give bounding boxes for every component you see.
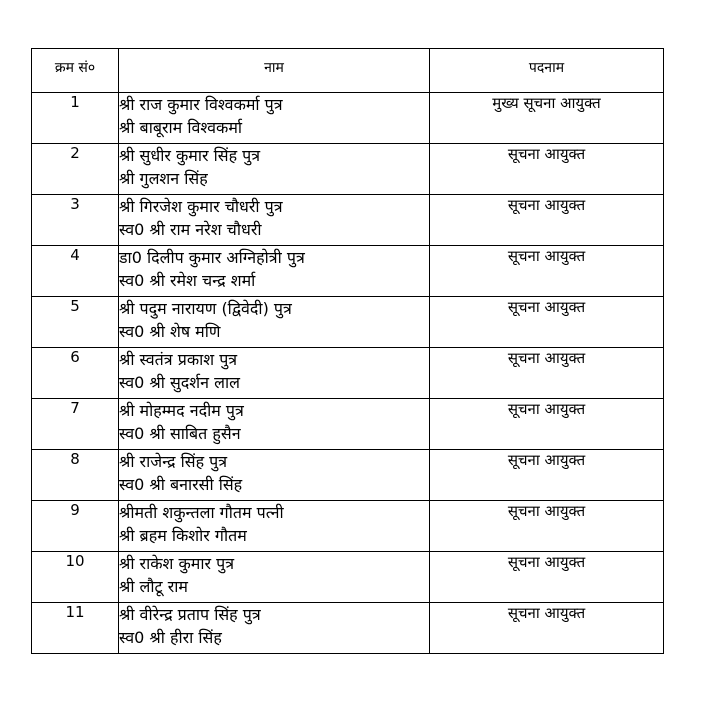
designation-cell: सूचना आयुक्त [430,450,664,501]
table-row [32,246,664,297]
table-row [32,297,664,348]
name-line-relation: स्व0 श्री सुदर्शन लाल [119,373,240,392]
serial-cell: 11 [32,603,119,654]
table-body [32,93,664,654]
designation-cell: सूचना आयुक्त [430,144,664,195]
table-row [32,603,664,654]
table-row [32,195,664,246]
name-line-primary: श्रीमती शकुन्तला गौतम पत्नी [119,503,284,522]
designation-cell: सूचना आयुक्त [430,297,664,348]
designation-cell: सूचना आयुक्त [430,552,664,603]
name-line-primary: श्री स्वतंत्र प्रकाश पुत्र [119,350,238,369]
serial-cell: 7 [32,399,119,450]
name-line-primary: श्री सुधीर कुमार सिंह पुत्र [119,146,261,165]
name-cell [119,144,430,195]
name-cell [119,93,430,144]
designation-cell: सूचना आयुक्त [430,399,664,450]
name-line-relation: श्री लौटू राम [119,577,188,596]
table-row [32,348,664,399]
serial-cell: 1 [32,93,119,144]
name-line-relation: स्व0 श्री साबित हुसैन [119,424,241,443]
name-cell [119,399,430,450]
name-cell [119,195,430,246]
designation-cell: सूचना आयुक्त [430,195,664,246]
serial-cell: 6 [32,348,119,399]
name-line-relation: स्व0 श्री राम नरेश चौधरी [119,220,262,239]
name-line-primary: श्री राज कुमार विश्वकर्मा पुत्र [119,95,283,114]
name-cell [119,450,430,501]
serial-cell: 9 [32,501,119,552]
header-designation: पदनाम [430,49,664,93]
name-line-relation: स्व0 श्री हीरा सिंह [119,628,222,647]
header-serial: क्रम सं० [32,49,119,93]
designation-cell: मुख्य सूचना आयुक्त [430,93,664,144]
table-row [32,93,664,144]
name-line-primary: श्री राजेन्द्र सिंह पुत्र [119,452,228,471]
name-line-primary: श्री राकेश कुमार पुत्र [119,554,235,573]
name-line-primary: श्री पदुम नारायण (द्विवेदी) पुत्र [119,299,292,318]
table-row [32,399,664,450]
name-cell [119,501,430,552]
name-line-relation: स्व0 श्री बनारसी सिंह [119,475,243,494]
name-line-primary: श्री मोहम्मद नदीम पुत्र [119,401,244,420]
commissioners-table [31,48,664,654]
designation-cell: सूचना आयुक्त [430,246,664,297]
table-row [32,552,664,603]
name-cell [119,552,430,603]
designation-cell: सूचना आयुक्त [430,501,664,552]
designation-cell: सूचना आयुक्त [430,603,664,654]
serial-cell: 8 [32,450,119,501]
serial-cell: 5 [32,297,119,348]
serial-cell: 10 [32,552,119,603]
name-cell [119,297,430,348]
table-row [32,501,664,552]
serial-cell: 2 [32,144,119,195]
name-cell [119,603,430,654]
name-line-relation: श्री ब्रहम किशोर गौतम [119,526,247,545]
designation-cell: सूचना आयुक्त [430,348,664,399]
name-line-relation: स्व0 श्री रमेश चन्द्र शर्मा [119,271,256,290]
serial-cell: 4 [32,246,119,297]
name-cell [119,246,430,297]
name-line-primary: श्री वीरेन्द्र प्रताप सिंह पुत्र [119,605,261,624]
serial-cell: 3 [32,195,119,246]
header-row [32,49,664,93]
name-line-relation: श्री बाबूराम विश्वकर्मा [119,118,243,137]
table-row [32,144,664,195]
name-line-primary: श्री गिरजेश कुमार चौधरी पुत्र [119,197,283,216]
header-name: नाम [119,49,430,93]
name-line-relation: श्री गुलशन सिंह [119,169,208,188]
name-line-primary: डा0 दिलीप कुमार अग्निहोत्री पुत्र [119,248,305,267]
table-row [32,450,664,501]
name-cell [119,348,430,399]
name-line-relation: स्व0 श्री शेष मणि [119,322,221,341]
